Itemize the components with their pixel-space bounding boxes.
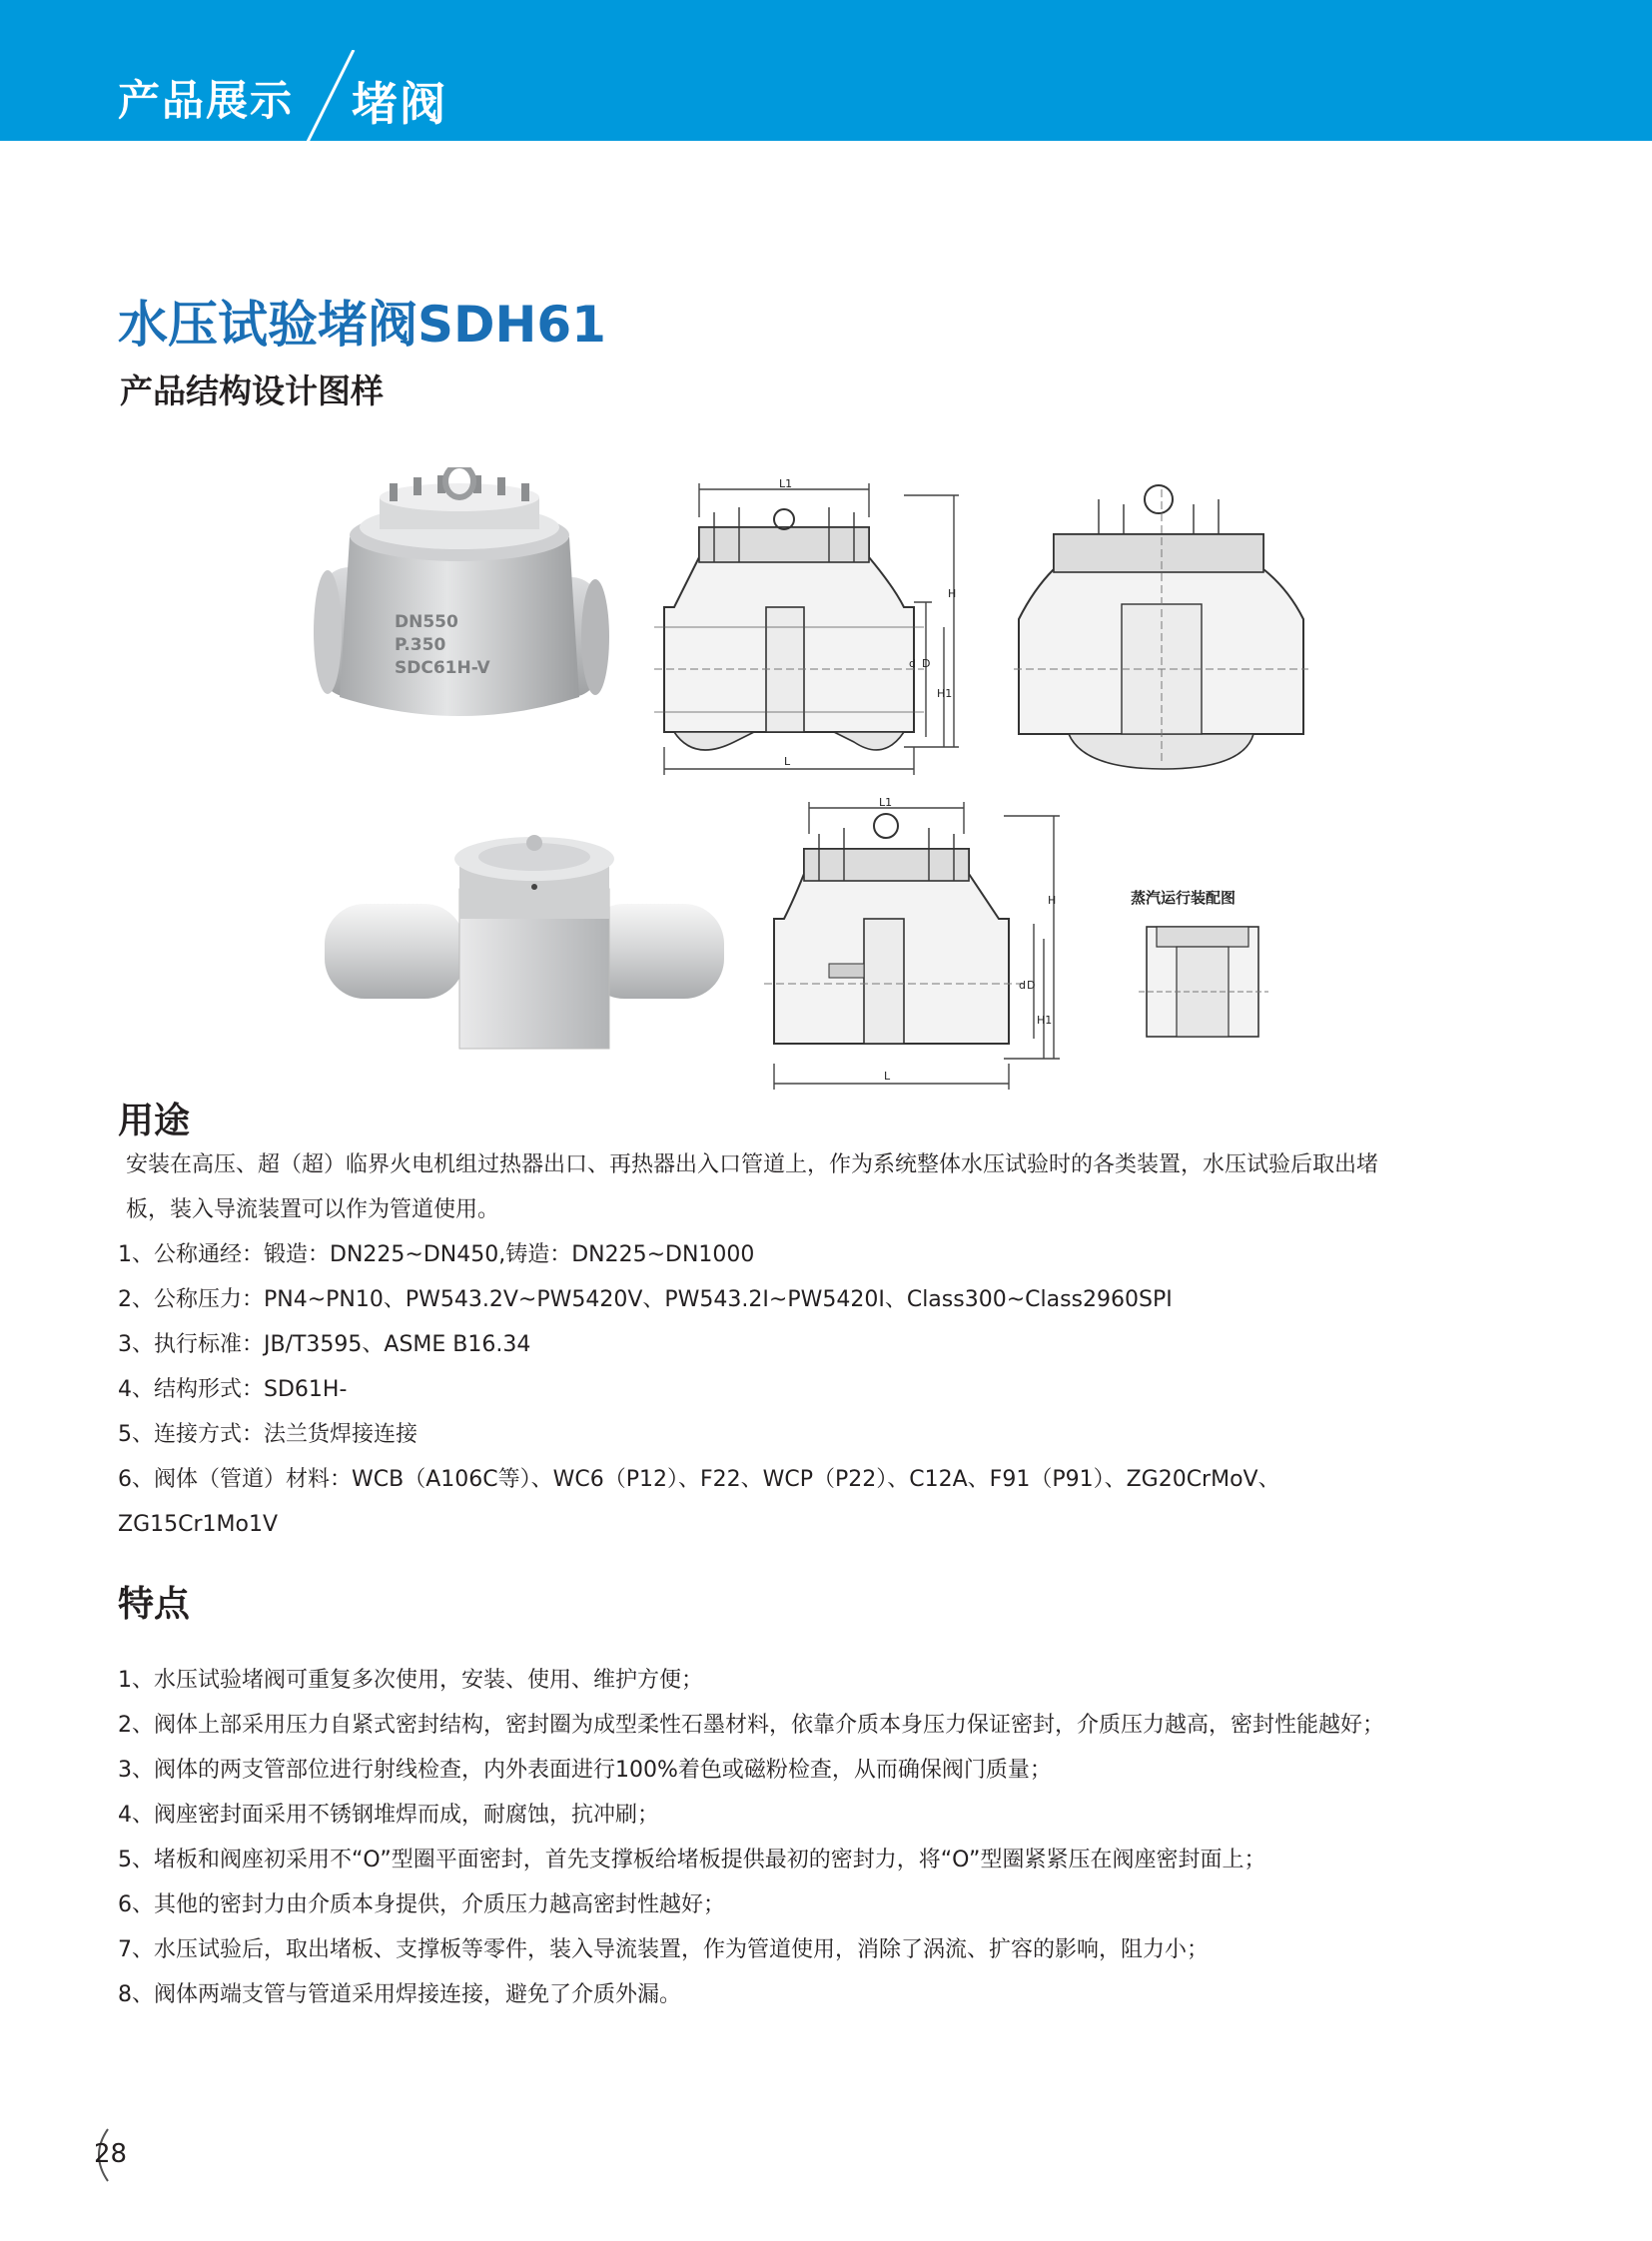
dim-label-d-big: D xyxy=(922,657,931,670)
feature-item-8: 8、阀体两端支管与管道采用焊接连接，避免了介质外漏。 xyxy=(118,1982,681,2007)
usage-item-1: 1、公称通经：锻造：DN225~DN450,铸造：DN225~DN1000 xyxy=(118,1242,755,1267)
dim-label-h1-2: H1 xyxy=(1037,1014,1053,1027)
dim-label-h: H xyxy=(948,587,957,600)
photo-marking-model: SDC61H-V xyxy=(395,658,490,678)
drawing-subtitle: 产品结构设计图样 xyxy=(120,372,384,410)
feature-item-4: 4、阀座密封面采用不锈钢堆焊而成，耐腐蚀，抗冲刷； xyxy=(118,1803,659,1828)
usage-item-6: 6、阀体（管道）材料：WCB（A106C等）、WC6（P12）、F22、WCP（P22）、C12A、F91（P91）、ZG20CrMoV、ZG15Cr1Mo1V xyxy=(118,1467,1280,1537)
photo-marking-dn: DN550 xyxy=(395,612,458,632)
feature-item-5: 5、堵板和阀座初采用不“O”型圈平面密封，首先支撑板给堵板提供最初的密封力，将“O”型圈紧紧压在阀座密封面上； xyxy=(118,1848,1266,1872)
valve-photo-2 xyxy=(325,829,724,1051)
section-drawing-side xyxy=(1014,479,1308,771)
header-section: 产品展示 xyxy=(118,76,295,125)
usage-body xyxy=(118,1142,1416,1547)
dim-label-d-small: d xyxy=(909,657,916,670)
section-drawing-forged xyxy=(764,794,1064,1094)
features-heading: 特点 xyxy=(118,1584,191,1625)
dim-label-h-2: H xyxy=(1048,894,1057,907)
dim-label-d-small-2: d xyxy=(1019,979,1026,992)
feature-item-1: 1、水压试验堵阀可重复多次使用，安装、使用、维护方便； xyxy=(118,1668,703,1693)
dim-label-l1-2: L1 xyxy=(879,796,893,809)
usage-item-4: 4、结构形式：SD61H- xyxy=(118,1377,348,1402)
dim-label-h1: H1 xyxy=(937,687,953,700)
dim-label-l: L xyxy=(784,755,791,768)
header-bar xyxy=(0,0,1652,141)
dim-label-d-big-2: D xyxy=(1027,979,1036,992)
product-title: 水压试验堵阀SDH61 xyxy=(118,296,606,354)
usage-item-5: 5、连接方式：法兰货焊接连接 xyxy=(118,1422,417,1447)
header-subsection: 堵阀 xyxy=(352,77,447,131)
feature-item-7: 7、水压试验后，取出堵板、支撑板等零件，装入导流装置，作为管道使用，消除了涡流、扩容的影响，阻力小； xyxy=(118,1937,1210,1962)
dim-label-l-2: L xyxy=(884,1070,891,1083)
photo-marking-p: P.350 xyxy=(395,635,446,655)
assembly-caption: 蒸汽运行装配图 xyxy=(1131,889,1237,907)
section-drawing-front xyxy=(654,477,964,782)
feature-item-2: 2、阀体上部采用压力自紧式密封结构，密封圈为成型柔性石墨材料，依靠介质本身压力保证密封，介质压力越高，密封性能越好； xyxy=(118,1713,1385,1738)
features-body xyxy=(118,1658,1416,2017)
usage-item-3: 3、执行标准：JB/T3595、ASME B16.34 xyxy=(118,1332,531,1357)
steam-assembly-drawing xyxy=(1129,887,1278,1047)
feature-item-3: 3、阀体的两支管部位进行射线检查，内外表面进行100%着色或磁粉检查，从而确保阀门质量； xyxy=(118,1758,1052,1783)
usage-item-2: 2、公称压力：PN4~PN10、PW543.2V~PW5420V、PW543.2I~PW5420I、Class300~Class2960SPI xyxy=(118,1287,1173,1312)
feature-item-6: 6、其他的密封力由介质本身提供，介质压力越高密封性越好； xyxy=(118,1892,725,1917)
usage-intro: 安装在高压、超（超）临界火电机组过热器出口、再热器出入口管道上，作为系统整体水压试验时的各类装置，水压试验后取出堵板，装入导流装置可以作为管道使用。 xyxy=(126,1152,1379,1222)
page-number: 28 xyxy=(94,2139,128,2169)
valve-photo-1 xyxy=(310,467,614,735)
dim-label-l1: L1 xyxy=(779,477,793,490)
usage-heading: 用途 xyxy=(118,1101,191,1141)
